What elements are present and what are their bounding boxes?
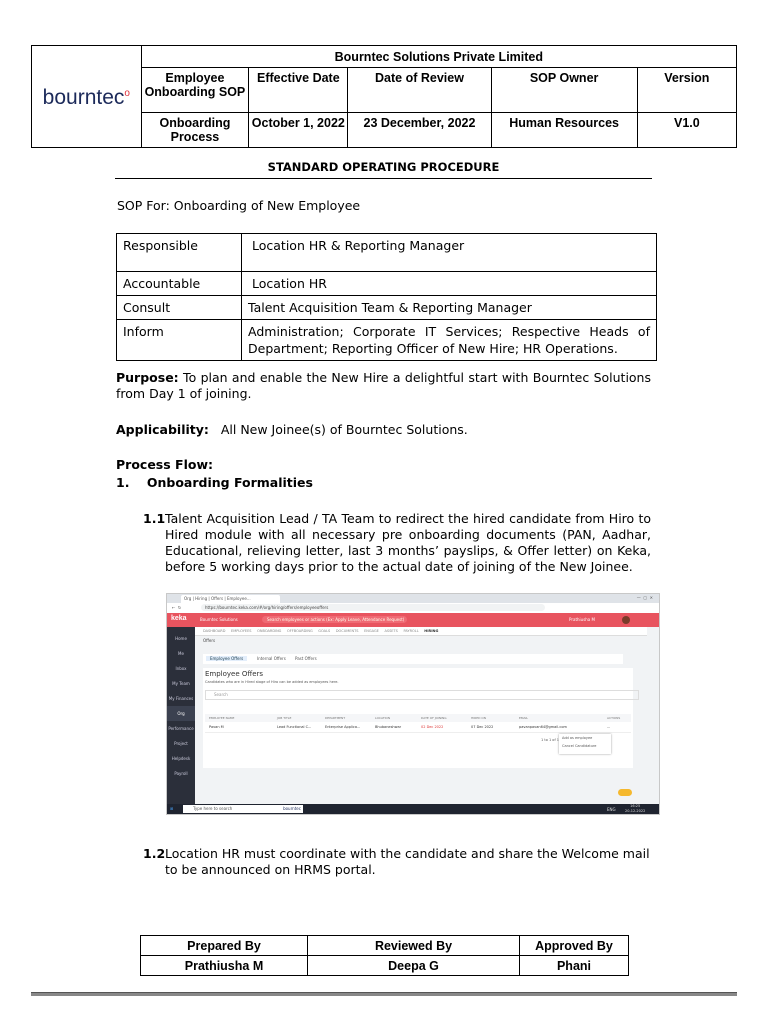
process-flow-label: Process Flow: xyxy=(116,457,213,472)
offers-panel xyxy=(203,668,633,768)
raci-role: Accountable xyxy=(117,272,242,296)
col-label-version: Version xyxy=(637,68,736,113)
purpose-label: Purpose: xyxy=(116,370,179,385)
offer-tabs xyxy=(203,654,623,664)
col-label-sop-owner: SOP Owner xyxy=(491,68,637,113)
value-version: V1.0 xyxy=(637,113,736,148)
offer-tab-active[interactable]: Employee Offers xyxy=(206,656,247,661)
reviewed-by-name: Deepa G xyxy=(308,956,520,976)
raci-row xyxy=(117,320,657,361)
panel-subtitle: Candidates who are in Hired stage of Hiro can be added as employees here. xyxy=(205,680,339,684)
prepared-by-name: Prathiusha M xyxy=(141,956,308,976)
windows-taskbar xyxy=(167,804,659,814)
company-name: Bourntec Solutions Private Limited xyxy=(141,46,736,68)
step-1-1-text: Talent Acquisition Lead / TA Team to redirect the hired candidate from Hiro to Hired module with all necessary pre onboarding documents (PAN, Aadhar, Educational, relieving letter, last 3 months’ payslips, & Offer letter) on Keka, before 5 working days prior to the actual date of joining of the New Joinee. xyxy=(165,511,651,574)
taskbar-search[interactable]: Type here to search xyxy=(183,805,281,813)
purpose-text: To plan and enable the New Hire a delightful start with Bourntec Solutions from Day 1 of joining. xyxy=(116,370,651,401)
sidebar-item[interactable]: Payroll xyxy=(174,771,188,776)
applicability xyxy=(116,422,468,438)
raci-who: Location HR & Reporting Manager xyxy=(242,234,657,272)
document-header-table xyxy=(31,45,737,148)
raci-who: Administration; Corporate IT Services; Respective Heads of Department; Reporting Officer of New Hire; HR Operations. xyxy=(242,320,657,361)
address-bar-row xyxy=(167,603,659,613)
nav-icons: ← ↻ xyxy=(172,605,182,610)
approved-by-label: Approved By xyxy=(520,936,629,956)
raci-role: Responsible xyxy=(117,234,242,272)
applicability-text: All New Joinee(s) of Bourntec Solutions. xyxy=(220,422,468,437)
sidebar-item[interactable]: Inbox xyxy=(175,666,187,671)
offer-tab[interactable]: Internal Offers xyxy=(257,656,286,661)
footer-rule xyxy=(31,992,737,996)
col-label-sop: Employee Onboarding SOP xyxy=(141,68,249,113)
purpose xyxy=(116,370,651,402)
subnav-offers[interactable]: Offers xyxy=(203,638,216,643)
sidebar-item[interactable]: Home xyxy=(175,636,187,641)
browser-tab: Org | Hiring | Offers | Employee... xyxy=(181,595,280,603)
windows-start-icon[interactable]: ⊞ xyxy=(170,806,174,811)
reviewed-by-label: Reviewed By xyxy=(308,936,520,956)
taskbar-lang: ENG xyxy=(607,807,616,812)
sidebar-item[interactable]: My Team xyxy=(172,681,190,686)
table-row[interactable]: Pavan M Lead Functional C... Enterprise Applica... Bhubaneshwar 02 Dec 2022 07 Dec 2022 pavanpavan64@gmail.com ... xyxy=(205,723,631,733)
offer-tab[interactable]: Past Offers xyxy=(295,656,317,661)
keka-logo: keka xyxy=(171,615,187,622)
title-underline xyxy=(115,178,652,179)
raci-role: Consult xyxy=(117,296,242,320)
sidebar-items xyxy=(167,631,195,781)
col-label-review-date: Date of Review xyxy=(348,68,491,113)
raci-who: Talent Acquisition Team & Reporting Manager xyxy=(242,296,657,320)
taskbar-clock: 16:25 20-12-2022 xyxy=(625,804,646,813)
module-tab-list: DASHBOARD EMPLOYEES ONBOARDING OFFBOARDING GOALS DOCUMENTS ENGAGE ASSETS PAYROLL HIRING xyxy=(203,629,439,633)
taskbar-app[interactable]: bourntec xyxy=(281,805,303,813)
sidebar-item[interactable]: Me xyxy=(178,651,184,656)
table-header-row: EMPLOYEE NAME JOB TITLE DEPARTMENT LOCATION DATE OF JOINING HIRED ON EMAIL ACTIONS xyxy=(205,714,631,722)
sidebar-item-active[interactable]: Org xyxy=(167,706,195,721)
url-field: https://bourntec.keka.com/#/org/hiring/offers/employeeoffers xyxy=(201,604,545,611)
pagination: 1 to 1 of 1 xyxy=(541,738,560,742)
raci-row xyxy=(117,272,657,296)
panel-search[interactable]: Search xyxy=(205,690,639,700)
sidebar-item[interactable]: Project xyxy=(174,741,188,746)
applicability-label: Applicability: xyxy=(116,422,209,437)
actions-menu xyxy=(559,734,611,754)
approved-by-name: Phani xyxy=(520,956,629,976)
browser-tab-bar xyxy=(167,594,659,603)
menu-item-cancel-candidature[interactable]: Cancel Candidature xyxy=(562,744,597,748)
keka-screenshot xyxy=(166,593,660,815)
menu-item-add-employee[interactable]: Add as employee xyxy=(562,736,593,740)
signoff-table xyxy=(140,935,629,976)
raci-row xyxy=(117,296,657,320)
value-sop-owner: Human Resources xyxy=(491,113,637,148)
panel-title: Employee Offers xyxy=(205,670,264,678)
user-name: Prathiusha M xyxy=(569,617,595,622)
keka-header xyxy=(167,613,659,627)
avatar xyxy=(622,616,630,624)
raci-table xyxy=(116,233,657,361)
raci-who: Location HR xyxy=(242,272,657,296)
logo-cell xyxy=(32,46,142,148)
keka-search: Search employees or actions (Ex: Apply Leave, Attendance Request) xyxy=(262,616,407,623)
raci-row xyxy=(117,234,657,272)
help-button[interactable] xyxy=(618,789,632,796)
col-label-effective-date: Effective Date xyxy=(249,68,348,113)
step-1-1-number: 1.1 xyxy=(143,511,166,526)
value-process: Onboarding Process xyxy=(141,113,249,148)
section-1-heading: 1. Onboarding Formalities xyxy=(116,475,313,490)
sop-for: SOP For: Onboarding of New Employee xyxy=(117,198,361,213)
bourntec-logo: bourntec$^o$ xyxy=(42,85,130,109)
keka-sidebar xyxy=(167,627,195,804)
module-tabs xyxy=(195,627,647,636)
value-effective-date: October 1, 2022 xyxy=(249,113,348,148)
step-1-2-number: 1.2 xyxy=(143,846,166,861)
org-name: Bourntec Solutions xyxy=(200,617,238,622)
sidebar-item[interactable]: Performance xyxy=(168,726,194,731)
prepared-by-label: Prepared By xyxy=(141,936,308,956)
doc-title: STANDARD OPERATING PROCEDURE xyxy=(267,160,500,174)
window-controls: — ▢ ✕ xyxy=(636,595,653,600)
sidebar-item[interactable]: My Finances xyxy=(168,696,194,701)
value-review-date: 23 December, 2022 xyxy=(348,113,491,148)
sidebar-item[interactable]: Helpdesk xyxy=(171,756,191,761)
step-1-2-text: Location HR must coordinate with the candidate and share the Welcome mail to be announced on HRMS portal. xyxy=(165,846,650,877)
raci-role: Inform xyxy=(117,320,242,361)
